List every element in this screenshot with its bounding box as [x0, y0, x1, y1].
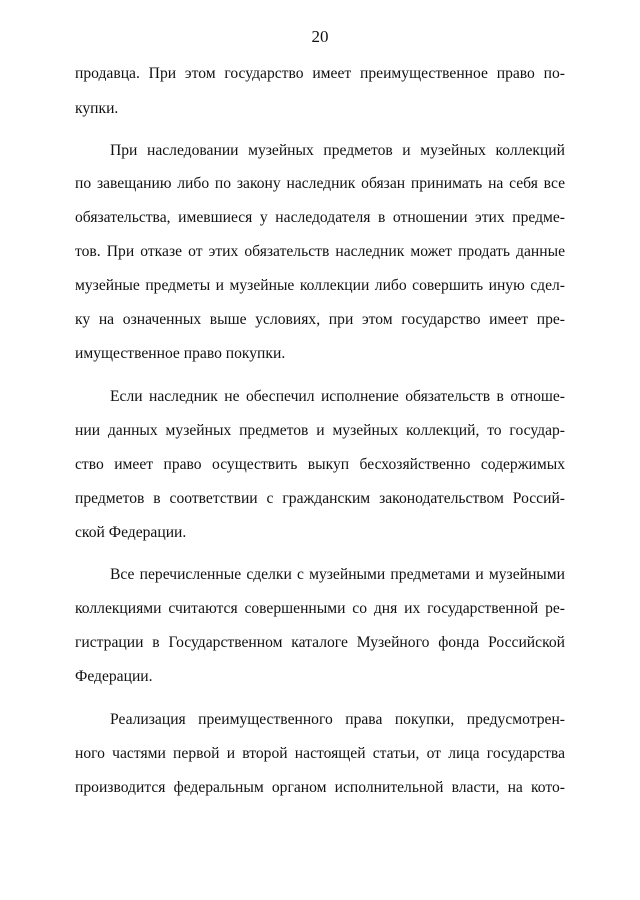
text-line: ку на означенных выше условиях, при этом государство имеет пре-: [75, 311, 565, 328]
text-line: Если наследник не обеспечил исполнение обязательств в отноше-: [110, 388, 565, 405]
text-line: ской Федерации.: [75, 524, 187, 541]
text-line: продавца. При этом государство имеет преимущественное право по-: [75, 65, 565, 82]
text-line: имущественное право покупки.: [75, 345, 286, 362]
text-line: нии данных музейных предметов и музейных коллекций, то государ-: [75, 422, 565, 439]
text-line: Все перечисленные сделки с музейными предметами и музейными: [110, 566, 565, 583]
text-line: Реализация преимущественного права покупки, предусмотрен-: [110, 711, 565, 728]
text-line: гистрации в Государственном каталоге Музейного фонда Российской: [75, 634, 565, 651]
text-line: коллекциями считаются совершенными со дня их государственной ре-: [75, 600, 565, 617]
text-line: по завещанию либо по закону наследник обязан принимать на себя все: [75, 175, 565, 192]
text-line: ство имеет право осуществить выкуп бесхозяйственно содержимых: [75, 456, 565, 473]
text-line: При наследовании музейных предметов и музейных коллекций: [110, 142, 565, 159]
text-line: производится федеральным органом исполнительной власти, на кото-: [75, 779, 565, 796]
text-line: обязательства, имевшиеся у наследодателя в отношении этих предме-: [75, 209, 565, 226]
text-line: предметов в соответствии с гражданским законодательством Россий-: [75, 490, 565, 507]
text-line: ного частями первой и второй настоящей статьи, от лица государства: [75, 745, 565, 762]
text-line: музейные предметы и музейные коллекции либо совершить иную сдел-: [75, 277, 565, 294]
text-line: купки.: [75, 100, 119, 117]
text-line: Федерации.: [75, 668, 153, 685]
text-line: тов. При отказе от этих обязательств наследник может продать данные: [75, 243, 565, 260]
page-number: 20: [311, 27, 329, 46]
